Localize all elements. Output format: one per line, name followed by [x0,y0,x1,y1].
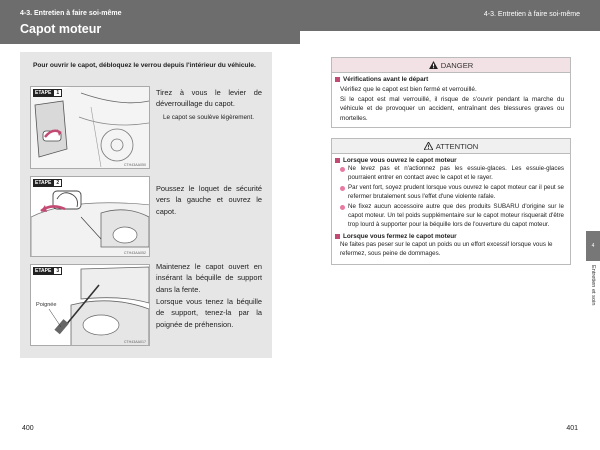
danger-text-2: Si le capot est mal verrouillé, il risque de s'ouvrir pendant la marche du véhicule et de provoquer un accident, entraînant des blessures graves ou mortelles. [340,95,564,122]
bullet-dot-icon [340,205,345,210]
step-1-figure [30,86,150,169]
list-item-text: Ne fixez aucun accessoire autre que des produits SUBARU d'origine sur le capot moteur. Un tel poids supplémentaire sur le capot moteur risquerait d'être trop lourd à supporter pour la béquille lors de l'ouverture du capot moteur. [348,202,564,228]
step-3-text: Maintenez le capot ouvert en insérant la béquille de support dans la fente. [156,262,262,294]
square-bullet-icon [335,158,340,163]
step-1-badge-number: 1 [53,89,62,97]
page-title: Capot moteur [20,22,102,36]
attention-header [332,139,570,154]
danger-subhead [335,76,570,83]
step-2-badge-number: 2 [53,179,62,187]
step-1-badge-label: ETAPE [35,90,52,96]
chapter-label: Entretien et soin [590,265,596,306]
square-bullet-icon [335,77,340,82]
danger-header [332,58,570,73]
safety-latch-illustration [31,177,150,257]
list-item [340,184,564,202]
attention-section-open [335,157,570,164]
list-item [340,203,564,230]
list-item [340,165,564,183]
attention-title: ATTENTION [435,141,479,151]
attention-box [331,138,571,265]
hood-release-lever-illustration [31,87,150,169]
step-3-badge [33,267,62,275]
section-title-left: 4-3. Entretien à faire soi-même [20,10,122,17]
list-item-text: Par vent fort, soyez prudent lorsque vous ouvrez le capot moteur car il peut se refermer brutalement sous l'effet d'une violente rafale. [348,183,564,200]
step-3-figure [30,264,150,346]
square-bullet-icon [335,234,340,239]
danger-subhead-text: Vérifications avant le départ [343,76,429,83]
page-number-left: 400 [22,425,34,432]
step-1-figure-code: CTH43AA050 [123,163,146,167]
danger-text-1: Vérifiez que le capot est bien fermé et verrouillé. [340,86,477,93]
attention-close-text: Ne faites pas peser sur le capot un poids ou un effort excessif lorsque vous le refermez, sous peine de dommages. [340,240,553,257]
step-2-figure [30,176,150,257]
step-1-note: Le capot se soulève légèrement. [163,114,255,121]
bullet-dot-icon [340,186,345,191]
step-2-text: Poussez le loquet de sécurité vers la gauche et ouvrez le capot. [156,184,262,216]
step-3-text-2: Lorsque vous tenez la béquille de support, tenez-la par la poignée de préhension. [156,297,262,329]
chapter-tab: 4 [586,231,600,261]
step-3-badge-label: ETAPE [35,268,52,274]
intro-text: Pour ouvrir le capot, débloquez le verrou depuis l'intérieur du véhicule. [33,62,256,69]
list-item-text: Ne levez pas et n'actionnez pas les essuie-glaces. Les essuie-glaces pourraient entrer en contact avec le capot et le rayer. [348,165,564,181]
header-right-gap [300,31,600,44]
attention-section-close-text: Lorsque vous fermez le capot moteur [343,232,457,240]
danger-title: DANGER [440,60,474,70]
bullet-dot-icon [340,167,345,172]
attention-section-close [335,233,570,240]
page-number-right: 401 [566,425,578,432]
step-1-text: Tirez à vous le levier de déverrouillage du capot. [156,88,262,109]
danger-box [331,57,571,128]
section-title-right: 4-3. Entretien à faire soi-même [483,11,580,18]
caution-triangle-icon [424,142,433,150]
warning-triangle-icon [429,61,438,69]
handle-label: Poignée [36,302,57,308]
step-2-badge [33,179,62,187]
step-3-figure-code: CTH43AA017 [123,340,146,344]
step-2-figure-code: CTH43AA052 [123,251,146,255]
step-2-badge-label: ETAPE [35,180,52,186]
step-1-badge [33,89,62,97]
attention-section-open-text: Lorsque vous ouvrez le capot moteur [343,157,457,164]
step-3-badge-number: 3 [53,267,62,275]
